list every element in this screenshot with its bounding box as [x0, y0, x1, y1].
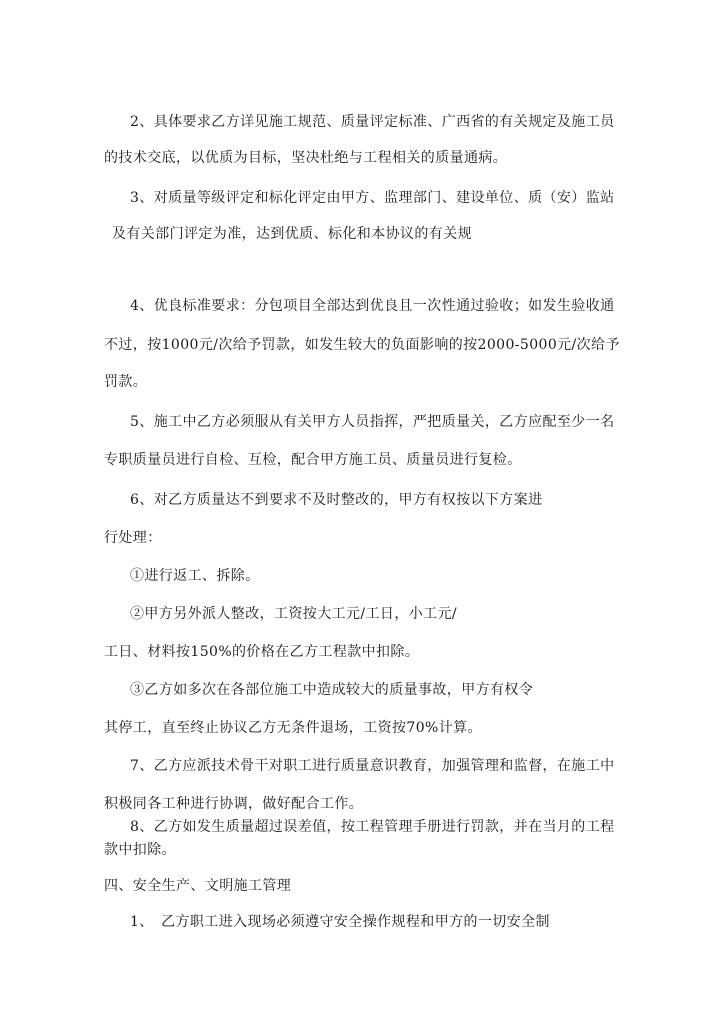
sub-item-3-line-2: 其停工，直至终止协议乙方无条件退场，工资按70%计算。	[104, 720, 482, 736]
paragraph-7-line-2: 积极同各工种进行协调，做好配合工作。	[104, 796, 364, 812]
paragraph-4-line-3: 罚款。	[104, 374, 148, 390]
paragraph-6-line-1: 6、对乙方质量达不到要求不及时整改的，甲方有权按以下方案进	[130, 492, 543, 508]
paragraph-5-line-1: 5、施工中乙方必须服从有关甲方人员指挥，严把质量关，乙方应配至少一名	[130, 414, 615, 430]
section-heading-safety: 四、安全生产、文明施工管理	[104, 878, 292, 894]
paragraph-3-line-2: 及有关部门评定为准，达到优质、标化和本协议的有关规	[112, 226, 472, 242]
paragraph-3-line-1: 3、对质量等级评定和标化评定由甲方、监理部门、建设单位、质（安）监站	[130, 190, 615, 206]
safety-item-1: 1、 乙方职工进入现场必须遵守安全操作规程和甲方的一切安全制	[130, 914, 550, 930]
sub-item-2-line-2: 工日、材料按150%的价格在乙方工程款中扣除。	[104, 644, 420, 660]
paragraph-4-line-1: 4、优良标准要求：分包项目全部达到优良且一次性通过验收；如发生验收通	[130, 298, 615, 314]
paragraph-8-line-2: 款中扣除。	[104, 842, 176, 858]
paragraph-2-line-2: 的技术交底，以优质为目标，坚决杜绝与工程相关的质量通病。	[104, 150, 508, 166]
paragraph-2-line-1: 2、具体要求乙方详见施工规范、质量评定标准、广西省的有关规定及施工员	[130, 114, 615, 130]
sub-item-1: ①进行返工、拆除。	[130, 568, 260, 584]
sub-item-3-line-1: ③乙方如多次在各部位施工中造成较大的质量事故，甲方有权令	[130, 682, 534, 698]
sub-item-2-line-1: ②甲方另外派人整改，工资按大工元/工日，小工元/	[130, 606, 458, 622]
paragraph-8-line-1: 8、乙方如发生质量超过误差值，按工程管理手册进行罚款，并在当月的工程	[130, 819, 615, 835]
paragraph-4-line-2: 不过，按1000元/次给予罚款，如发生较大的负面影响的按2000-5000元/次给予	[104, 337, 620, 353]
paragraph-5-line-2: 专职质量员进行自检、互检，配合甲方施工员、质量员进行复检。	[104, 452, 522, 468]
paragraph-6-line-2: 行处理：	[104, 530, 162, 546]
paragraph-7-line-1: 7、乙方应派技术骨干对职工进行质量意识教育，加强管理和监督，在施工中	[130, 758, 615, 774]
